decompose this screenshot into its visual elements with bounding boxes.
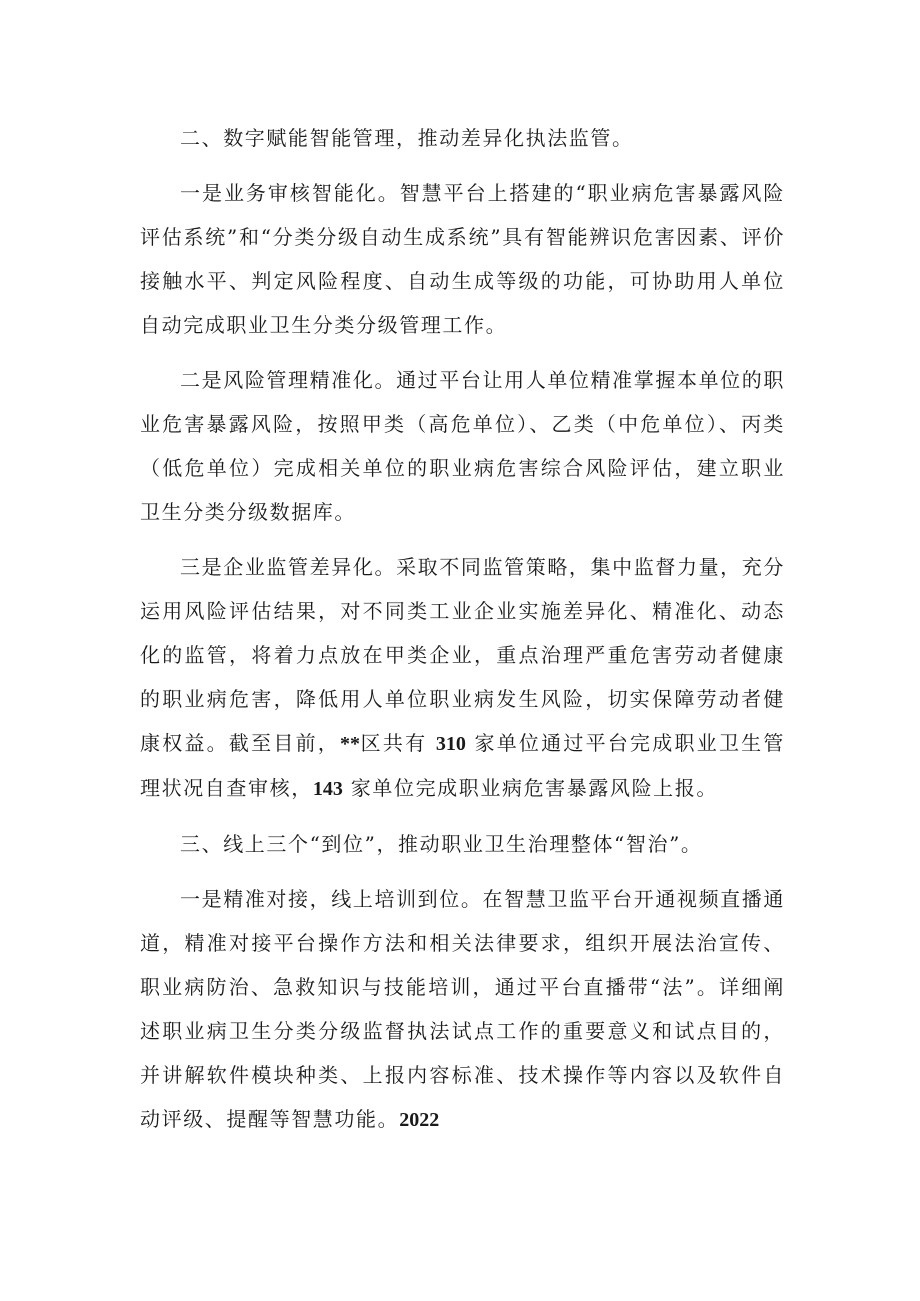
- count-units-risk-report: 143: [312, 778, 343, 800]
- paragraph-business-review: 一是业务审核智能化。智慧平台上搭建的“职业病危害暴露风险评估系统”和“分类分级自动生成系统”具有智能辨识危害因素、评价接触水平、判定风险程度、自动生成等级的功能，可协助用人单位自动完成职业卫生分类分级管理工作。: [140, 181, 785, 337]
- paragraph-text: 三是企业监管差异化。采取不同监管策略，集中监督力量，充分运用风险评估结果，对不同类工业企业实施差异化、精准化、动态化的监管，将着力点放在甲类企业，重点治理严重危害劳动者健康的职业病危害，降低用人单位职业病发生风险，切实保障劳动者健康权益。截至目前，: [140, 555, 785, 755]
- paragraph-text: 区共有: [360, 731, 436, 755]
- document-body: [140, 116, 785, 1153]
- section-heading-2: 二、数字赋能智能管理，推动差异化执法监管。: [180, 126, 634, 150]
- section-heading-3: 三、线上三个“到位”，推动职业卫生治理整体“智治”。: [180, 832, 703, 856]
- paragraph-text: 一是精准对接，线上培训到位。在智慧卫监平台开通视频直播通道，精准对接平台操作方法和相关法律要求，组织开展法治宣传、职业病防治、急救知识与技能培训，通过平台直播带“法”。详细阐述职业病卫生分类分级监督执法试点工作的重要意义和试点目的，并讲解软件模块种类、上报内容标准、技术操作等内容以及软件自动评级、提醒等智慧功能。: [140, 887, 785, 1131]
- year-value: 2022: [399, 1109, 440, 1131]
- count-units-self-check: 310: [435, 733, 466, 755]
- paragraph-text: 家单位通过平台完成职业卫生管理状况自查审核，: [140, 731, 785, 800]
- paragraph-text: 家单位完成职业病危害暴露风险上报。: [342, 776, 718, 800]
- paragraph-online-training: [140, 877, 785, 1142]
- paragraph-enterprise-supervision: [140, 545, 785, 811]
- region-placeholder: **: [340, 733, 361, 755]
- paragraph-risk-management: 二是风险管理精准化。通过平台让用人单位精准掌握本单位的职业危害暴露风险，按照甲类（高危单位）、乙类（中危单位）、丙类（低危单位）完成相关单位的职业病危害综合风险评估，建立职业卫生分类分级数据库。: [140, 368, 785, 524]
